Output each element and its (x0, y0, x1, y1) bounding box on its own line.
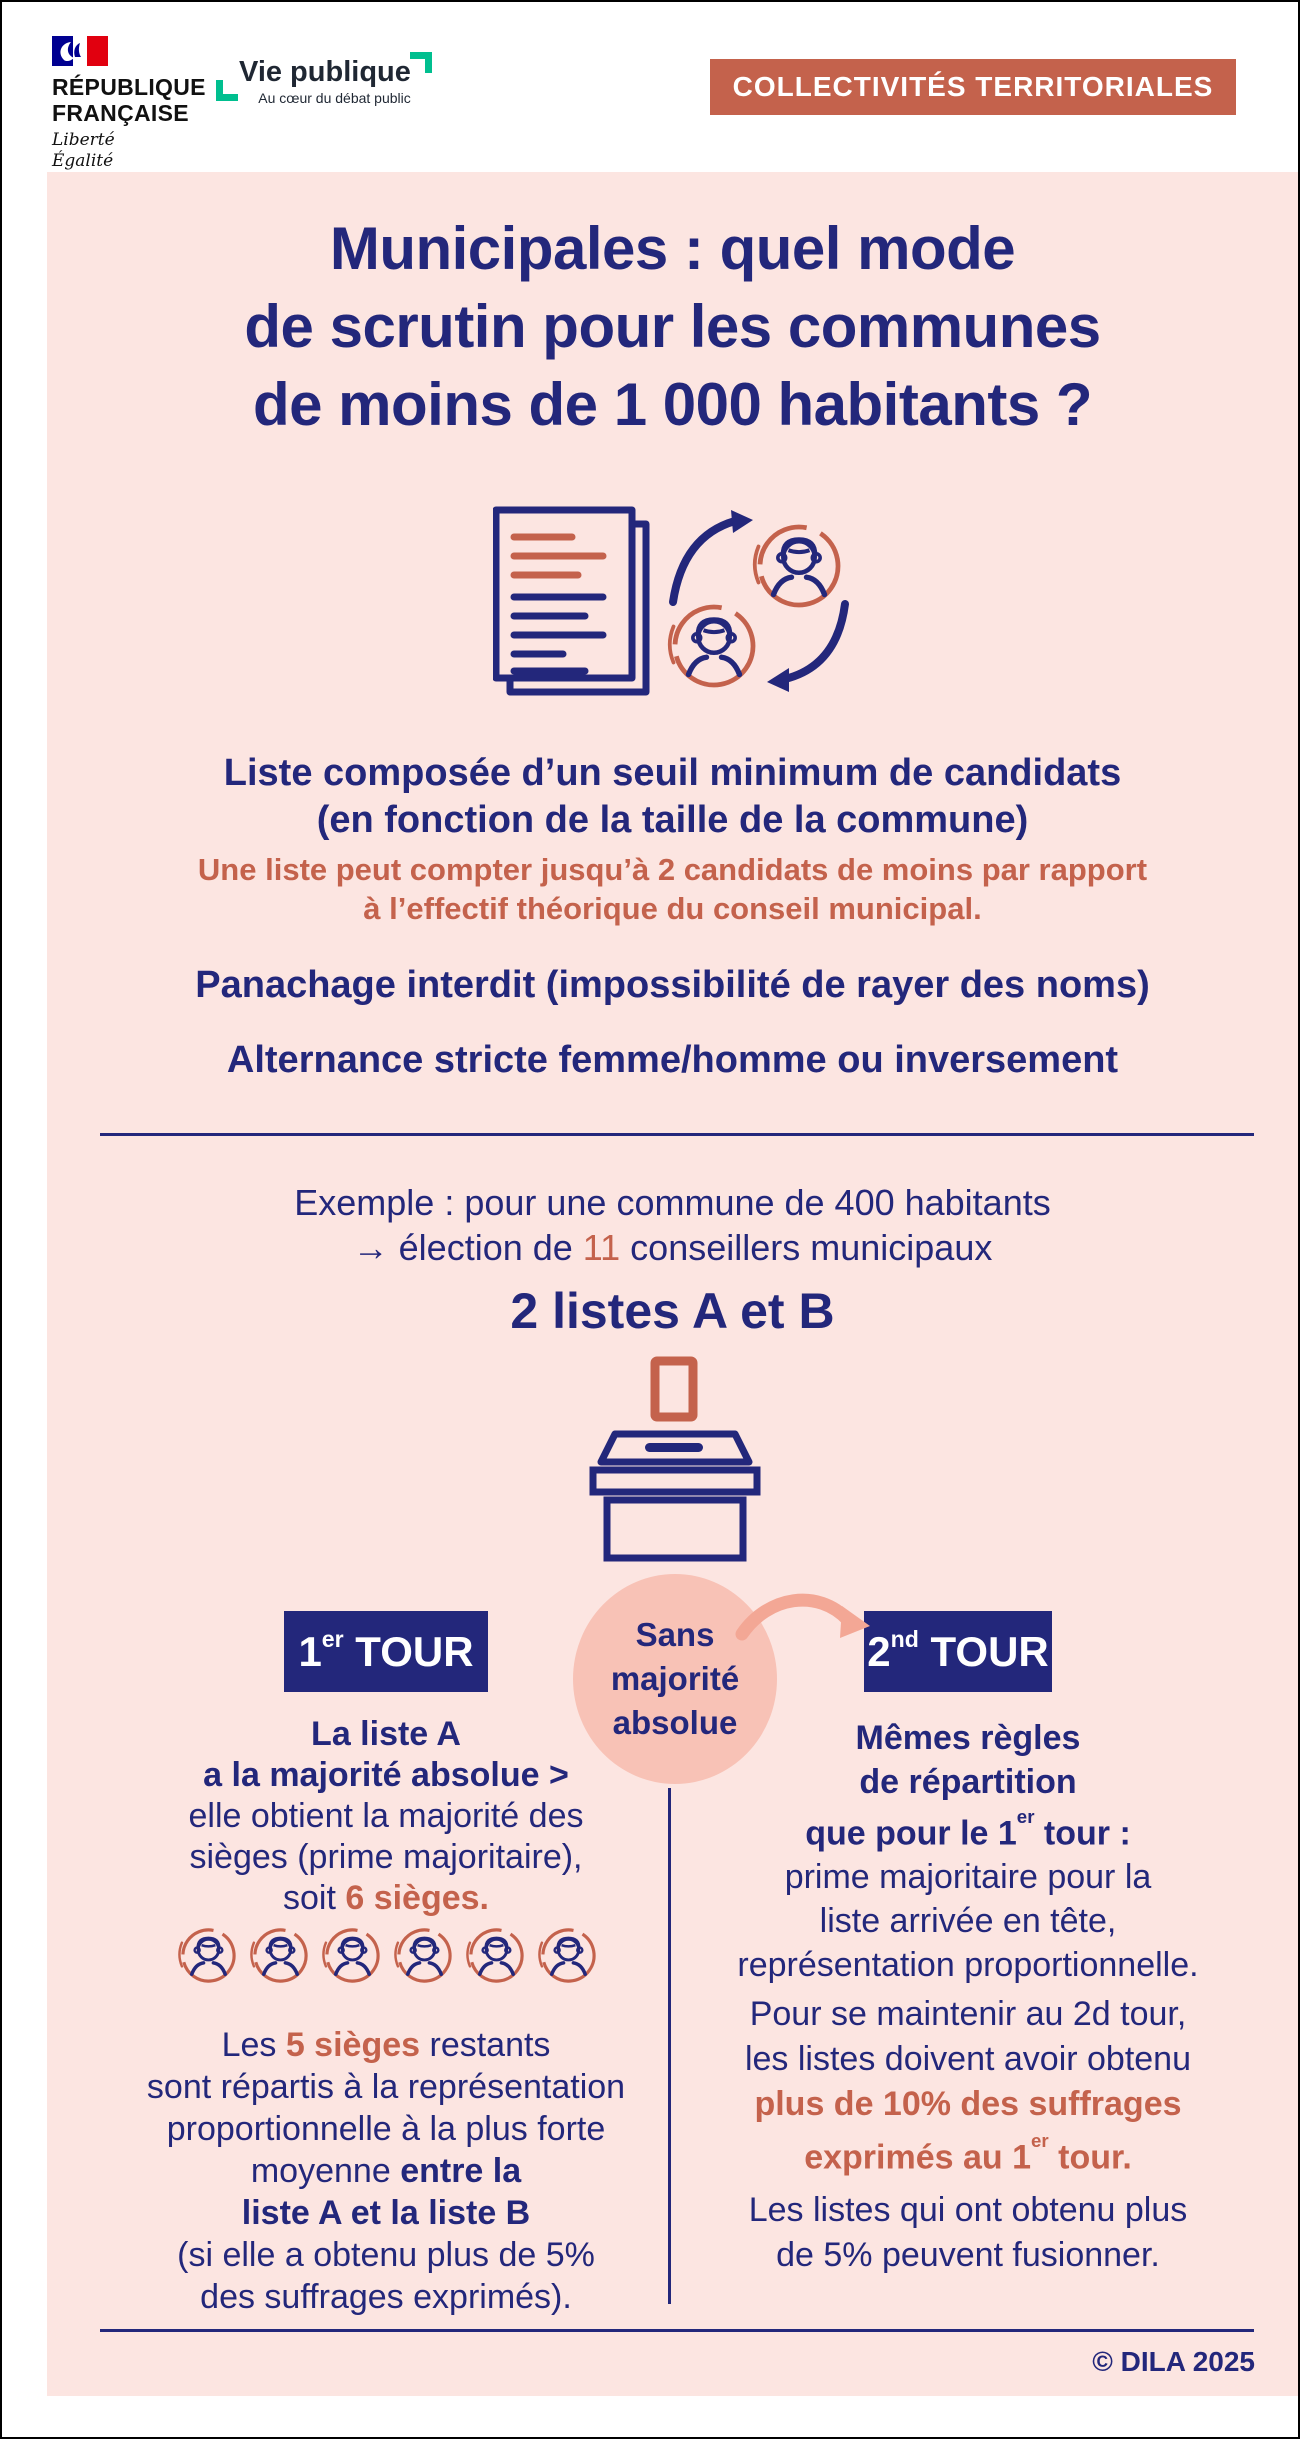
rule-list-threshold-line2: (en fonction de la taille de la commune) (316, 799, 1029, 841)
page-title (47, 210, 1298, 444)
candidate-list-icon (493, 504, 855, 704)
round2-text-line: représentation proportionnelle. (737, 1946, 1199, 1985)
round1-text-line: La liste A (311, 1715, 461, 1753)
txt: que pour le 1 (805, 1814, 1017, 1853)
round2-badge (864, 1611, 1052, 1692)
round1-badge (284, 1611, 488, 1692)
txt: tour. (1048, 2138, 1132, 2177)
divider (100, 2329, 1254, 2332)
vie-publique-tagline: Au cœur du débat public (258, 90, 411, 106)
round1-text-line: sièges (prime majoritaire), (189, 1838, 583, 1876)
round1-text-line: liste A et la liste B (241, 2194, 531, 2232)
round1-ordinal: er (321, 1626, 344, 1653)
round1-text-line: a la majorité absolue > (203, 1756, 569, 1794)
round1-text-line: sont répartis à la représentation (146, 2068, 626, 2106)
copyright: © DILA 2025 (1092, 2346, 1255, 2377)
round1-number: 1 (298, 1627, 322, 1675)
round2-label: TOUR (918, 1627, 1049, 1675)
francaise-line: FRANÇAISE (52, 100, 189, 126)
txt: restants (420, 2026, 551, 2064)
rule-note-line2: à l’effectif théorique du conseil municipal. (363, 891, 982, 926)
elected-member-icon (535, 1924, 598, 1987)
ordinal-sup: er (1031, 2129, 1049, 2151)
divider (100, 1133, 1254, 1136)
ordinal-sup: er (1016, 1805, 1035, 1827)
round2-text-line (690, 1804, 1246, 1855)
round2-threshold-line (690, 2127, 1246, 2180)
example-line1: Exemple : pour une commune de 400 habitants (294, 1182, 1051, 1223)
ballot-box-icon (585, 1354, 765, 1564)
round2-ordinal: nd (890, 1626, 919, 1653)
round1-text-line: elle obtient la majorité des (188, 1797, 584, 1835)
french-flag-marianne-icon (52, 36, 108, 66)
round2-text-line: prime majoritaire pour la (784, 1858, 1152, 1897)
txt: tour : (1034, 1814, 1131, 1853)
arrow-right-icon: → (352, 1227, 389, 1268)
rule-list-threshold-line1: Liste composée d’un seuil minimum de candidats (223, 752, 1122, 794)
topic-badge: COLLECTIVITÉS TERRITORIALES (710, 59, 1236, 115)
elected-member-icon (175, 1924, 238, 1987)
elected-member-icon (247, 1924, 310, 1987)
elected-member-icon (391, 1924, 454, 1987)
round1-label: TOUR (343, 1627, 474, 1675)
round2-text-line: Les listes qui ont obtenu plus (748, 2191, 1188, 2229)
motto-liberte: Liberté (52, 130, 115, 150)
round2-threshold-line: plus de 10% des suffrages (754, 2085, 1182, 2123)
round2-text-line: de 5% peuvent fusionner. (776, 2236, 1160, 2274)
round1-seats-count: 6 sièges. (345, 1879, 489, 1917)
round1-text-line: proportionnelle à la plus forte (166, 2110, 606, 2148)
round1-seats-pre: soit (282, 1879, 346, 1917)
vie-publique-logo: Vie publique (239, 56, 411, 88)
round1-remaining-line (108, 2024, 664, 2066)
column-divider (668, 1788, 671, 2304)
bubble-line: majorité (610, 1660, 740, 1697)
bubble-line: absolue (612, 1704, 738, 1741)
round2-paragraph3 (690, 2188, 1246, 2278)
rule-note-line1: Une liste peut compter jusqu’à 2 candidats de moins par rapport (197, 852, 1148, 887)
bubble-line: Sans (635, 1616, 715, 1653)
rule-alternance: Alternance stricte femme/homme ou inversement (226, 1039, 1119, 1081)
republique-francaise-logo (52, 74, 206, 126)
txt-bold: entre la (400, 2152, 522, 2190)
txt: moyenne (250, 2152, 401, 2190)
round1-paragraph2 (108, 2024, 664, 2318)
round2-text-line: de répartition (859, 1763, 1077, 1801)
rule-panachage: Panachage interdit (impossibilité de rayer des noms) (195, 964, 1150, 1006)
motto-egalite: Égalité (52, 151, 114, 171)
elected-member-icon (319, 1924, 382, 1987)
txt: Les (221, 2026, 286, 2064)
round2-text-line: liste arrivée en tête, (819, 1902, 1117, 1941)
round1-text-line: (si elle a obtenu plus de 5% (177, 2236, 595, 2274)
round1-text-line: des suffrages exprimés). (200, 2278, 572, 2316)
title-line: Municipales : quel mode (329, 215, 1016, 282)
vie-publique-bracket-icon (410, 52, 432, 73)
example-councillors-count: 11 (582, 1227, 621, 1268)
candidates-swap-icon (660, 510, 854, 700)
example-line2 (47, 1225, 1298, 1270)
round1-seats-line (108, 1878, 664, 1919)
lists-title: 2 listes A et B (510, 1283, 835, 1339)
elected-members-row (108, 1924, 664, 1987)
round2-text-line: les listes doivent avoir obtenu (744, 2040, 1192, 2078)
round2-paragraph1 (690, 1716, 1246, 1987)
round1-text-line (108, 2150, 664, 2192)
round1-paragraph1 (108, 1714, 664, 1919)
example-line2-post: conseillers municipaux (620, 1227, 993, 1268)
republique-line: RÉPUBLIQUE (52, 74, 206, 100)
txt: exprimés au 1 (804, 2138, 1031, 2177)
title-line: de moins de 1 000 habitants ? (252, 371, 1093, 438)
vie-publique-bracket-icon (216, 80, 238, 101)
round2-text-line: Pour se maintenir au 2d tour, (749, 1995, 1187, 2033)
elected-member-icon (463, 1924, 526, 1987)
title-line: de scrutin pour les communes (244, 293, 1101, 360)
round2-number: 2 (867, 1627, 891, 1675)
example-line2-pre: élection de (388, 1227, 583, 1268)
curved-arrow-icon (730, 1578, 880, 1658)
round2-text-line: Mêmes règles (855, 1719, 1081, 1757)
remaining-seats-count: 5 sièges (285, 2026, 421, 2064)
round2-paragraph2 (690, 1992, 1246, 2180)
